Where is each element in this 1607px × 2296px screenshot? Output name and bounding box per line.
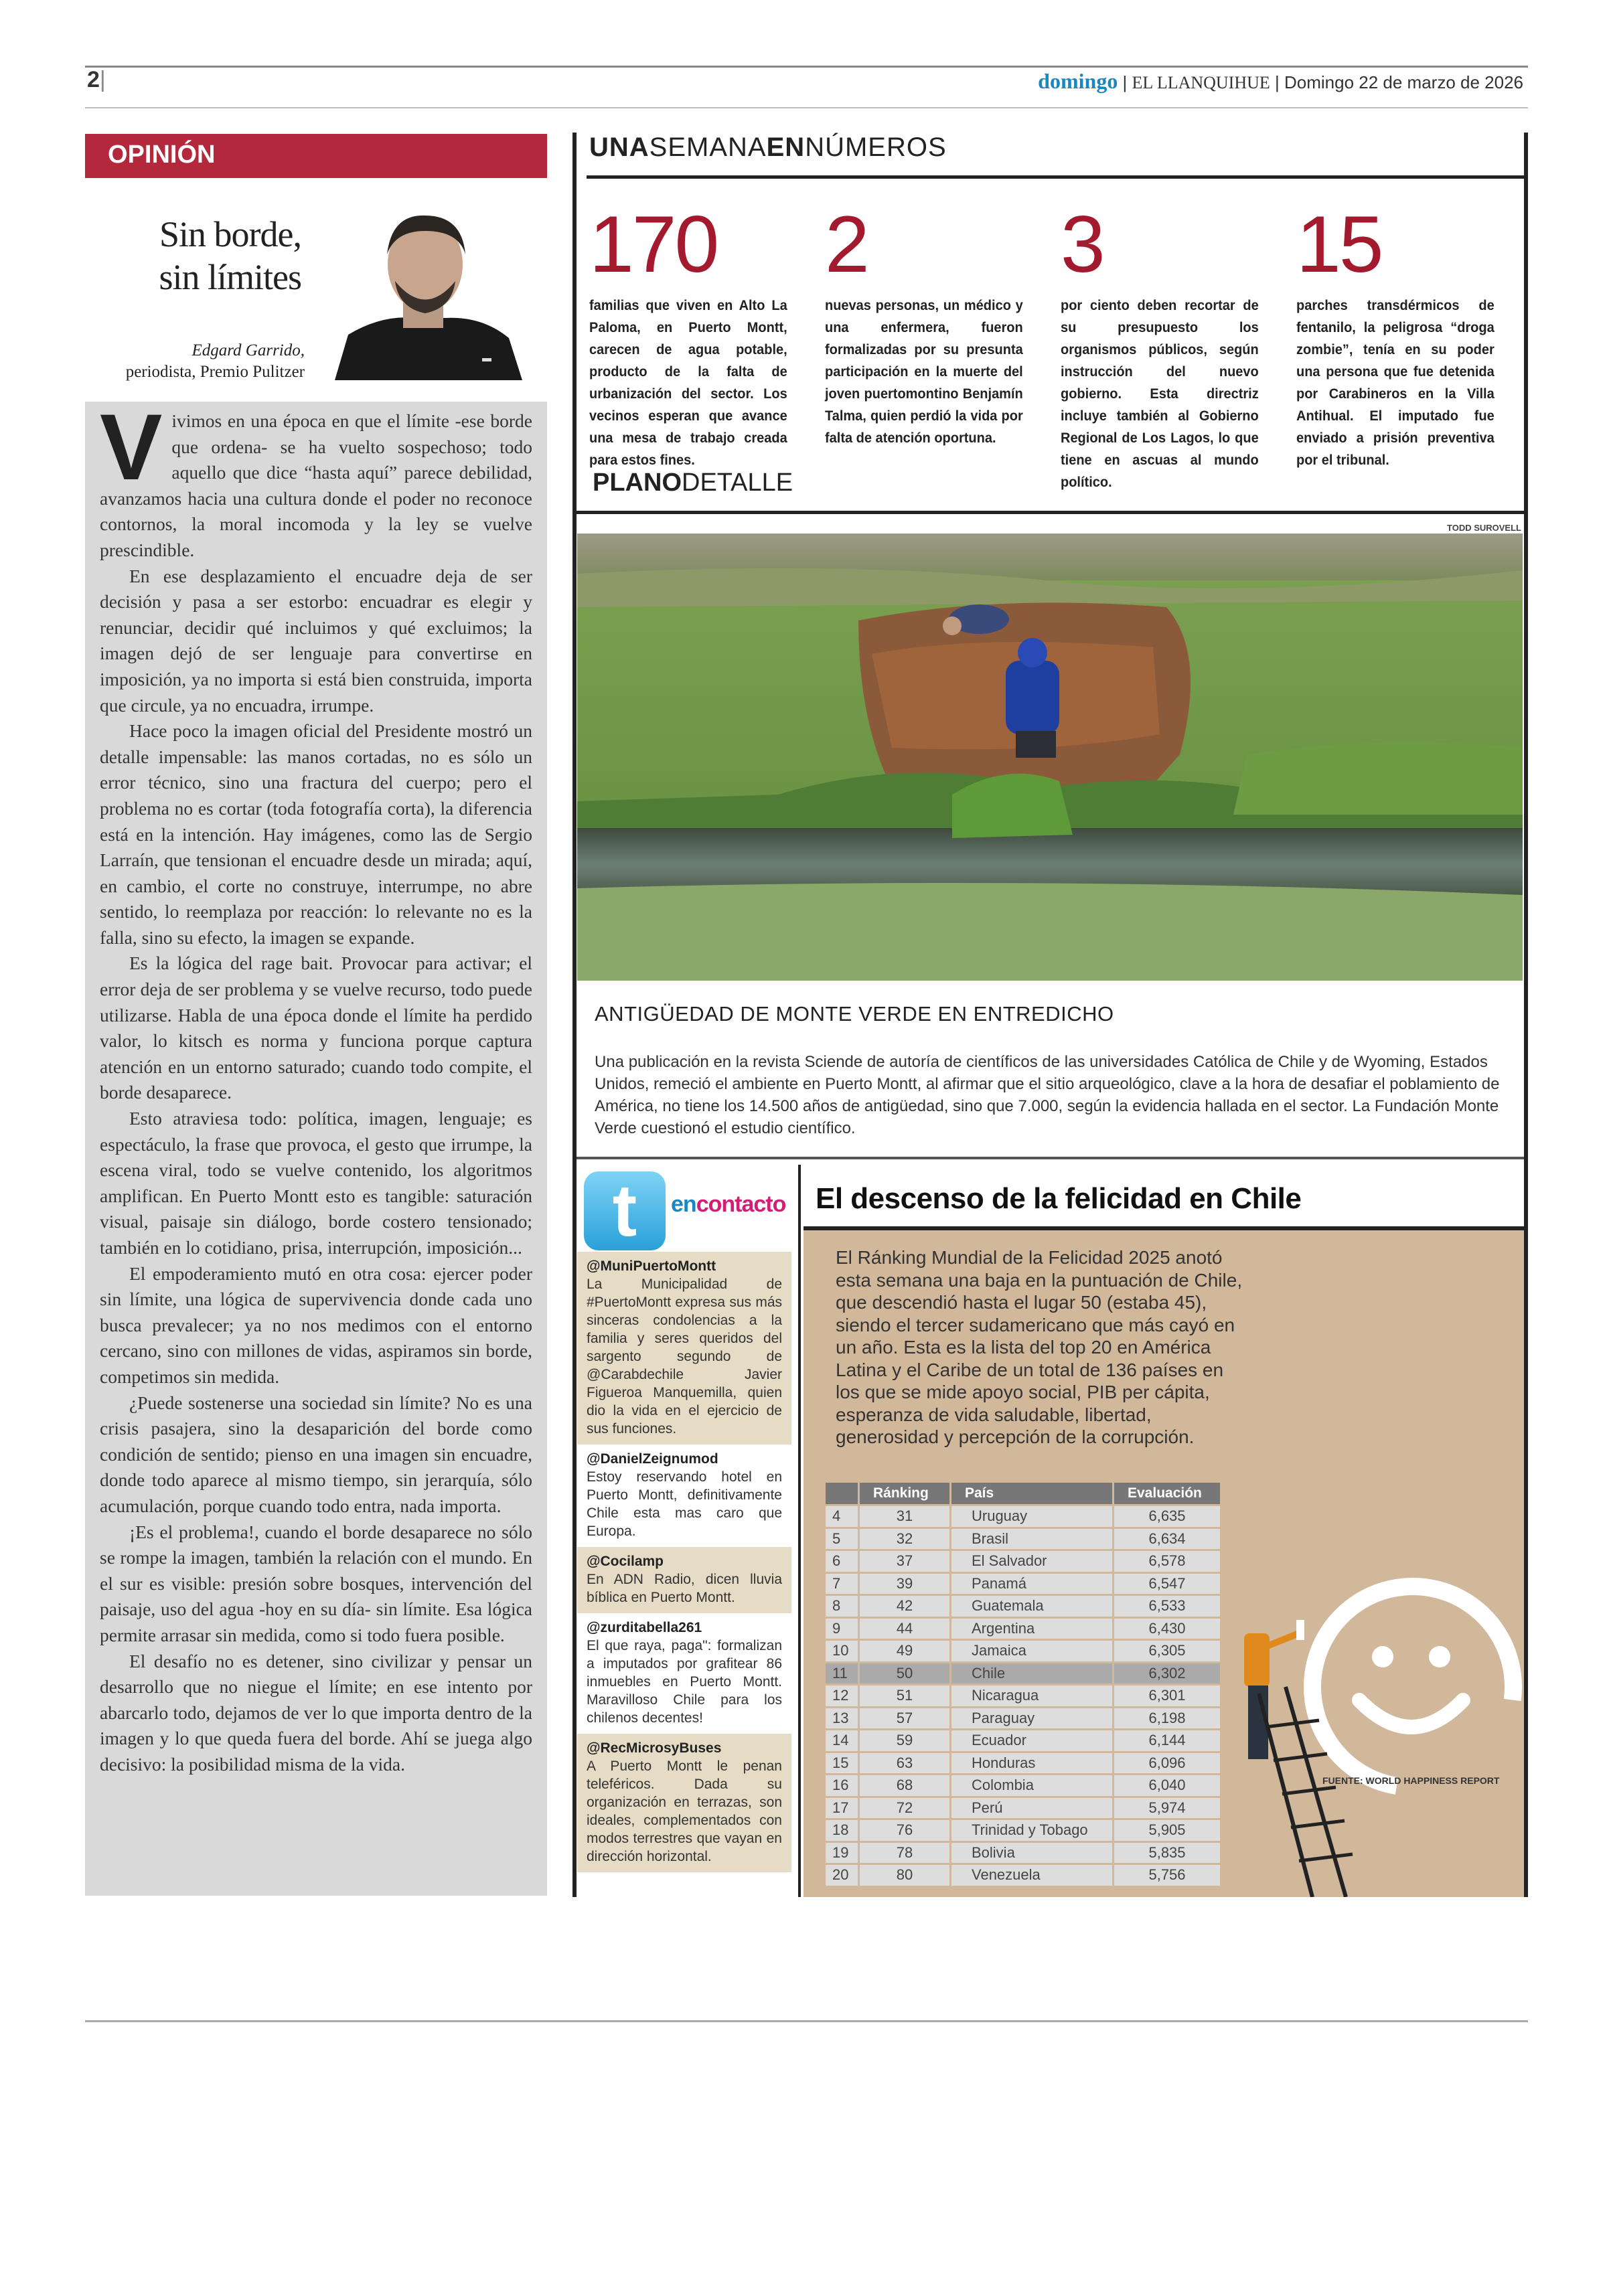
title-part: SEMANA [649, 133, 767, 162]
table-cell: 51 [860, 1686, 949, 1706]
tweet [577, 1613, 791, 1734]
tweet-handle: @Cocilamp [587, 1554, 664, 1569]
table-header-row [826, 1483, 1220, 1504]
table-row [826, 1506, 1220, 1527]
table-cell: 8 [826, 1596, 858, 1617]
number-text: familias que viven en Alto La Paloma, en Puerto Montt, carecen de agua potable, producto de la falta de urbanización del sector. Los vecinos esperan que avance una mesa de trabajo creada para estos fines. [589, 297, 787, 468]
table-cell: 12 [826, 1686, 858, 1706]
table-cell: 32 [860, 1529, 949, 1550]
tweet-text: En ADN Radio, dicen lluvia bíblica en Puerto Montt. [587, 1572, 782, 1605]
author-photo [328, 201, 522, 380]
caption-body: Una publicación en la revista Sciende de autoría de científicos de las universidades Católica de Chile y de Wyoming, Estados Unidos, remeció el ambiente en Puerto Montt, al afirmar que el sitio arqueológico, clave a la hora de desafiar el poblamiento de América, no tiene los 14.500 años de antigüedad, sino que 7.000, según la evidencia hallada en el sector. La Fundación Monte Verde cuestionó el estudio científico. [595, 1053, 1500, 1137]
label-part: contacto [696, 1192, 786, 1217]
section-rule [577, 1157, 1524, 1159]
table-cell: Trinidad y Tobago [951, 1820, 1112, 1841]
newspaper-name: EL LLANQUIHUE [1132, 73, 1270, 92]
paragraph: ¡Es el problema!, cuando el borde desaparece no sólo se rompe la imagen, también la relación con el mundo. En el sur es visible: presión sobre bosques, intervención del paisaje, uso del agua -hoy en su día- sin límite. Esa lógica permite arrasar sin medida, como si todo fuera posible. [100, 1521, 532, 1645]
table-cell: 6,096 [1114, 1753, 1220, 1774]
table-cell: 6,040 [1114, 1775, 1220, 1796]
source-note: FUENTE: WORLD HAPPINESS REPORT [1322, 1775, 1500, 1786]
paragraph: ¿Puede sostenerse una sociedad sin límite? No es una crisis pasajera, sino la desaparición del borde como condición de sentido; pienso en una imagen sin encuadre, donde todo aparece al mismo tiempo, sin jerarquía, sólo acumulación, porque cuando todo entra, nada importa. [100, 1392, 532, 1516]
table-cell: El Salvador [951, 1551, 1112, 1572]
paragraph: Hace poco la imagen oficial del Presidente mostró un detalle impensable: las manos cortadas, no es sólo un error técnico, sino una fractura del cuerpo; pero el problema no es cortar (toda fotografía corta), la diferencia está en la intención. Hay imágenes, como las de Sergio Larraín, que tensionan el encuadre desde un mirada; aquí, en cambio, el corte no construye, interrumpe, no abre sentido, lo reemplaza por reacción: lo relevante no es la falla, sino su efecto, la imagen se expande. [100, 720, 532, 948]
section-rule [577, 511, 1524, 514]
tweet-handle: @DanielZeignumod [587, 1451, 718, 1467]
tweet-text: La Municipalidad de #PuertoMontt expresa sus más sinceras condolencias a la familia y seres queridos del sargento segundo de @Carabdechile Javier Figueroa Manquemilla, quien dio la vida en el ejercicio de sus funciones. [587, 1277, 782, 1437]
number-item [1296, 201, 1509, 471]
table-cell: Colombia [951, 1775, 1112, 1796]
table-cell: 59 [860, 1730, 949, 1751]
tweet-list [577, 1252, 791, 1872]
table-cell: 5,756 [1114, 1865, 1220, 1886]
table-cell: Paraguay [951, 1708, 1112, 1729]
table-cell: Nicaragua [951, 1686, 1112, 1706]
tweet [577, 1734, 791, 1872]
title-part: NÚMEROS [805, 133, 947, 162]
tweet-text: El que raya, paga": formalizan a imputados por grafitear 86 inmuebles en Puerto Montt. Maravilloso Chile para los chilenos decentes! [587, 1638, 782, 1726]
table-cell: 11 [826, 1663, 858, 1684]
table-cell: 5,974 [1114, 1798, 1220, 1819]
table-cell: 39 [860, 1574, 949, 1594]
table-cell: 6,144 [1114, 1730, 1220, 1751]
tweet [577, 1252, 791, 1445]
number-text: nuevas personas, un médico y una enfermera, fueron formalizadas por su presunta participación en la muerte del joven puertomontino Benjamín Talma, quien perdió la vida por falta de atención oportuna. [825, 297, 1023, 446]
number-value: 2 [825, 199, 868, 289]
happiness-intro: El Ránking Mundial de la Felicidad 2025 anotó esta semana una baja en la puntuación de Chile, que descendió hasta el lugar 50 (estaba 45), siendo el tercer sudamericano que más cayó en un año. Esta es la lista del top 20 en América Latina y el Caribe de un total de 136 países en los que se mide apoyo social, PIB per cápita, esperanza de vida saludable, libertad, generosidad y percepción de la corrupción. [836, 1247, 1243, 1447]
table-cell: 63 [860, 1753, 949, 1774]
table-cell: 68 [860, 1775, 949, 1796]
table-row [826, 1686, 1220, 1706]
table-row [826, 1708, 1220, 1729]
masthead: domingo | EL LLANQUIHUE | Domingo 22 de marzo de 2026 [1038, 69, 1523, 93]
table-cell: 44 [860, 1619, 949, 1639]
table-cell: 78 [860, 1843, 949, 1864]
table-cell: 57 [860, 1708, 949, 1729]
table-cell: 19 [826, 1843, 858, 1864]
table-cell: Perú [951, 1798, 1112, 1819]
table-cell: 5 [826, 1529, 858, 1550]
table-cell: Brasil [951, 1529, 1112, 1550]
column-header [826, 1483, 858, 1504]
twitter-column [577, 1165, 791, 1897]
table-cell: 6,547 [1114, 1574, 1220, 1594]
table-cell: 6,634 [1114, 1529, 1220, 1550]
encontacto-label [671, 1192, 785, 1218]
drop-cap: V [100, 394, 163, 499]
twitter-header [577, 1165, 791, 1252]
table-cell: 76 [860, 1820, 949, 1841]
paragraph: En ese desplazamiento el encuadre deja de ser decisión y pasa a ser estorbo: encuadrar es elegir y renunciar, decidir qué incluimos y qué excluimos; la imagen dejó de ser lenguaje para convertirse en imposición, ya no importa si está bien construida, importa que circule, ya no encuadra, irrumpe. [100, 565, 532, 716]
brand-logo: domingo [1038, 69, 1118, 93]
table-cell: Uruguay [951, 1506, 1112, 1527]
tweet-text: A Puerto Montt le penan teleféricos. Dada su organización en terrazas, son ideales, complementados con modos terrestres que vayan en dirección horizontal. [587, 1758, 782, 1864]
photo-credit: TODD SUROVELL [1447, 523, 1521, 533]
table-cell: 6,533 [1114, 1596, 1220, 1617]
page-number: 2| [87, 67, 106, 92]
title-part: UNA [589, 133, 649, 162]
paragraph-text: ivimos en una época en que el límite -ese borde que ordena- se ha vuelto sospechoso; todo aquello que dice “hasta aquí” parece debilidad, avanzamos hacia una cultura donde el poder no reconoce contornos, la moral incomoda y la ley se vuelve prescindible. [100, 410, 532, 560]
table-cell: Chile [951, 1663, 1112, 1684]
table-row [826, 1663, 1220, 1684]
table-cell: 31 [860, 1506, 949, 1527]
column-header: Ránking [860, 1483, 949, 1504]
table-row [826, 1551, 1220, 1572]
number-value: 170 [589, 199, 718, 289]
table-row [826, 1775, 1220, 1796]
smiley-painter-illustration [1239, 1540, 1524, 1897]
footer-rule [85, 2020, 1528, 2022]
table-row [826, 1641, 1220, 1661]
title-part: EN [766, 133, 806, 162]
table-cell: Panamá [951, 1574, 1112, 1594]
number-value: 3 [1061, 199, 1103, 289]
table-row [826, 1865, 1220, 1886]
table-cell: 16 [826, 1775, 858, 1796]
author-byline [87, 340, 305, 383]
issue-date: Domingo 22 de marzo de 2026 [1284, 72, 1523, 92]
paragraph: El empoderamiento mutó en otra cosa: ejercer poder sin límite, una lógica de supervivencia donde cada uno busca prevalecer; ya no nos medimos con el entorno cercano, sino con millones de vidas, aspiramos sin borde, competimos sin medida. [100, 1262, 532, 1387]
paragraph: Es la lógica del rage bait. Provocar para activar; el error deja de ser problema y se vuelve recurso, todo puede utilizarse. Habla de una época donde el límite ha perdido valor, lo kitsch es norma y funciona porque captura atención en un entorno saturado; cuando todo compite, el borde desaparece. [100, 953, 532, 1103]
table-cell: 20 [826, 1865, 858, 1886]
table-cell: 18 [826, 1820, 858, 1841]
table-cell: 6,305 [1114, 1641, 1220, 1661]
table-cell: 4 [826, 1506, 858, 1527]
table-cell: 80 [860, 1865, 949, 1886]
table-cell: 13 [826, 1708, 858, 1729]
table-cell: 15 [826, 1753, 858, 1774]
header-top-rule [85, 66, 1528, 68]
table-cell: Bolivia [951, 1843, 1112, 1864]
opinion-section-label: OPINIÓN [85, 134, 547, 178]
table-cell: 42 [860, 1596, 949, 1617]
title-part: DETALLE [682, 469, 793, 497]
table-cell: 14 [826, 1730, 858, 1751]
table-cell: Argentina [951, 1619, 1112, 1639]
table-cell: 5,905 [1114, 1820, 1220, 1841]
table-cell: 37 [860, 1551, 949, 1572]
table-cell: 72 [860, 1798, 949, 1819]
happiness-table [824, 1481, 1222, 1888]
table-row [826, 1843, 1220, 1864]
number-text: por ciento deben recortar de su presupuesto los organismos públicos, según instrucción del nuevo gobierno. Esta directriz incluye también al Gobierno Regional de Los Lagos, lo que tiene en ascuas al mundo político. [1061, 297, 1259, 490]
table-cell: Guatemala [951, 1596, 1112, 1617]
table-cell: 6,578 [1114, 1551, 1220, 1572]
tweet-handle: @RecMicrosyBuses [587, 1740, 722, 1756]
table-cell: 10 [826, 1641, 858, 1661]
table-cell: 6,635 [1114, 1506, 1220, 1527]
number-text: parches transdérmicos de fentanilo, la peligrosa “droga zombie”, tenía en su poder una persona que fue detenida por Carabineros en la Villa Antihual. El imputado fue enviado a prisión preventiva por el tribunal. [1296, 297, 1495, 468]
column-divider [798, 1165, 801, 1897]
table-row [826, 1596, 1220, 1617]
tweet [577, 1445, 791, 1547]
table-cell: 6,198 [1114, 1708, 1220, 1729]
column-header: Evaluación [1114, 1483, 1220, 1504]
table-cell: Ecuador [951, 1730, 1112, 1751]
table-cell: Honduras [951, 1753, 1112, 1774]
table-row [826, 1798, 1220, 1819]
table-cell: 50 [860, 1663, 949, 1684]
table-row [826, 1619, 1220, 1639]
plano-section-title [593, 469, 793, 497]
table-row [826, 1730, 1220, 1751]
number-item [589, 201, 802, 471]
author-role: periodista, Premio Pulitzer [125, 363, 305, 381]
table-row [826, 1529, 1220, 1550]
title-line: sin límites [159, 257, 301, 297]
paragraph: El desafío no es detener, sino civilizar y pensar un desarrollo que no niegue el límite; en ese intento por abarcarlo todo, dejamos de ver lo que importa dentro de la imagen y lo que queda fuera del borde. Ahí se juega algo decisivo: la posibilidad misma de la vida. [100, 1650, 532, 1775]
table-cell: 6,302 [1114, 1663, 1220, 1684]
table-cell: 17 [826, 1798, 858, 1819]
column-header: País [951, 1483, 1112, 1504]
table-cell: Jamaica [951, 1641, 1112, 1661]
table-cell: 9 [826, 1619, 858, 1639]
table-cell: 7 [826, 1574, 858, 1594]
table-row [826, 1820, 1220, 1841]
table-cell: 6,430 [1114, 1619, 1220, 1639]
table-cell: 49 [860, 1641, 949, 1661]
title-part: PLANO [593, 469, 682, 497]
paragraph: Esto atraviesa todo: política, imagen, lenguaje; es espectáculo, la frase que provoca, el gesto que irrumpe, la escena viral, todo se vuelve contenido, los algoritmos amplifican. En Puerto Montt esto es tangible: saturación visual, paisaje sin diálogo, borde costero tensionado; también en lo cotidiano, prisa, interrupción, imposición... [100, 1108, 532, 1258]
monte-verde-photo [577, 534, 1523, 981]
paragraph [100, 394, 532, 564]
table-cell: 5,835 [1114, 1843, 1220, 1864]
table-cell: 6,301 [1114, 1686, 1220, 1706]
number-value: 15 [1296, 199, 1382, 289]
title-line: Sin borde, [159, 214, 301, 254]
header-bottom-rule [85, 107, 1528, 108]
section-rule [587, 175, 1524, 179]
author-name: Edgard Garrido, [192, 341, 305, 359]
numbers-section-title [589, 133, 947, 163]
tweet-handle: @zurditabella261 [587, 1620, 702, 1635]
label-part: en [671, 1192, 696, 1217]
opinion-title [100, 213, 301, 299]
caption-title: ANTIGÜEDAD DE MONTE VERDE EN ENTREDICHO [595, 1002, 1114, 1026]
table-cell: Venezuela [951, 1865, 1112, 1886]
table-row [826, 1753, 1220, 1774]
table-cell: 6 [826, 1551, 858, 1572]
twitter-logo-icon: t [584, 1171, 666, 1250]
opinion-body [85, 394, 547, 1896]
page-number-text: 2 [87, 67, 100, 92]
table-row [826, 1574, 1220, 1594]
tweet-text: Estoy reservando hotel en Puerto Montt, definitivamente Chile esta mas caro que Europa. [587, 1469, 782, 1539]
tweet-handle: @MuniPuertoMontt [587, 1258, 716, 1274]
tweet [577, 1547, 791, 1613]
number-item [1061, 201, 1274, 493]
number-item [825, 201, 1038, 449]
happiness-title: El descenso de la felicidad en Chile [816, 1182, 1302, 1215]
